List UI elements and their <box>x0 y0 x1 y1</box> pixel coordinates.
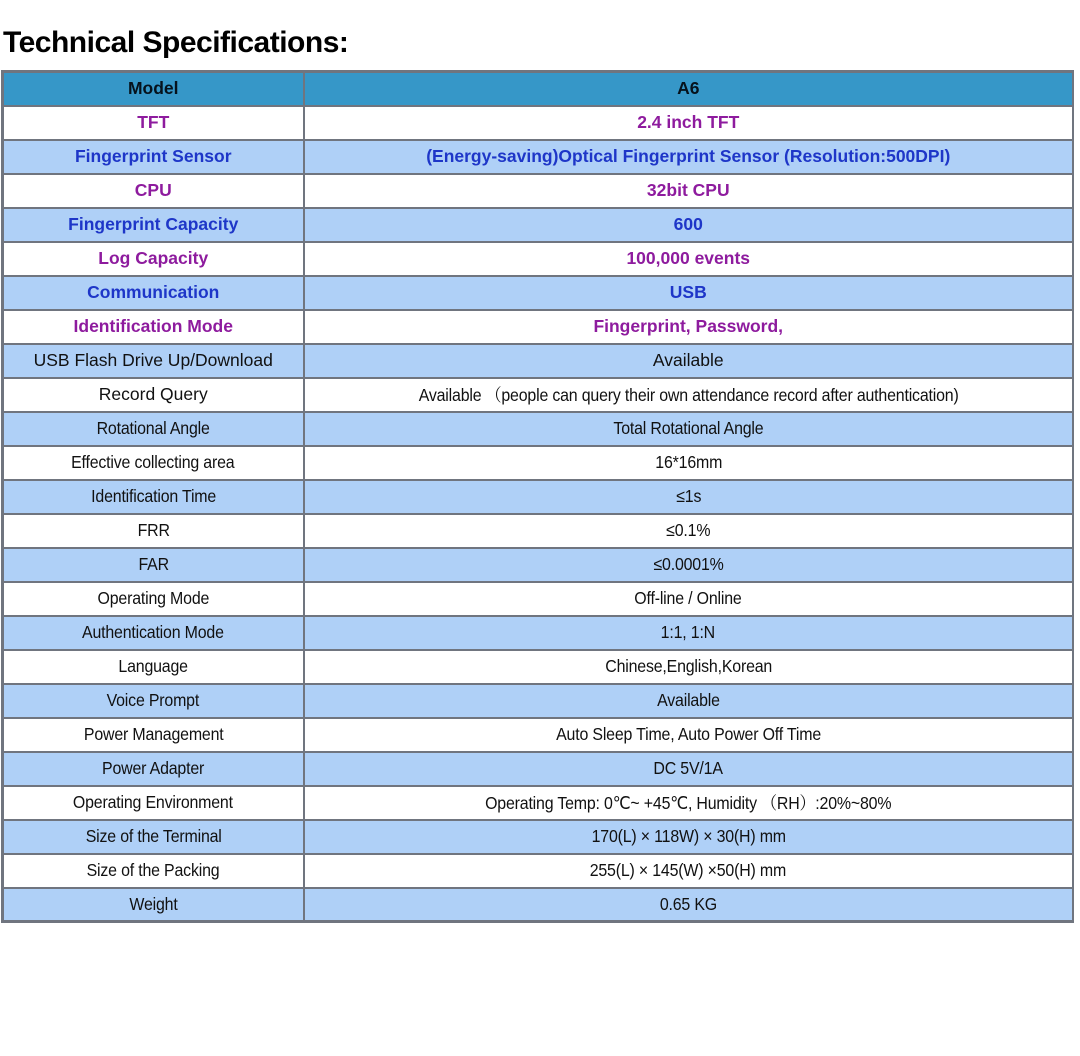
spec-value-cell-text: A6 <box>677 78 700 99</box>
table-row <box>3 310 1074 344</box>
spec-value-cell <box>304 786 1074 820</box>
spec-value-cell <box>304 684 1074 718</box>
table-row <box>3 106 1074 140</box>
spec-value-cell-text: ≤1s <box>675 486 701 506</box>
spec-label-cell-text: Log Capacity <box>98 248 209 268</box>
spec-label-cell <box>3 140 304 174</box>
spec-label-cell-text: Identification Mode <box>73 316 233 336</box>
spec-label-cell <box>3 514 304 548</box>
spec-value-cell-text: Chinese,English,Korean <box>604 656 772 676</box>
spec-label-cell-text: Communication <box>87 282 220 302</box>
spec-value-cell-text: DC 5V/1A <box>653 758 723 778</box>
spec-value-cell-text: Total Rotational Angle <box>613 418 764 438</box>
spec-value-cell-text: Available <box>652 350 724 370</box>
spec-label-cell-text: Size of the Packing <box>86 860 220 880</box>
spec-value-cell-text: Available <box>656 690 720 710</box>
spec-label-cell-text: Voice Prompt <box>106 690 200 710</box>
spec-value-cell-text: USB <box>669 282 707 302</box>
spec-label-cell <box>3 650 304 684</box>
spec-table <box>1 70 1074 923</box>
spec-value-cell <box>304 412 1074 446</box>
spec-value-cell <box>304 820 1074 854</box>
spec-value-cell-text: Available （people can query their own attendance record after authentication) <box>418 385 959 405</box>
spec-label-cell <box>3 786 304 820</box>
spec-label-cell <box>3 446 304 480</box>
table-row <box>3 616 1074 650</box>
spec-label-cell-text: Size of the Terminal <box>85 826 222 846</box>
table-row <box>3 582 1074 616</box>
spec-label-cell-text: Operating Environment <box>73 792 234 812</box>
spec-label-cell <box>3 310 304 344</box>
spec-label-cell <box>3 72 304 106</box>
spec-label-cell <box>3 616 304 650</box>
spec-value-cell <box>304 888 1074 922</box>
spec-value-cell <box>304 752 1074 786</box>
spec-label-cell-text: Identification Time <box>90 486 216 506</box>
spec-value-cell <box>304 854 1074 888</box>
spec-value-cell <box>304 140 1074 174</box>
table-row <box>3 854 1074 888</box>
table-row <box>3 412 1074 446</box>
spec-label-cell-text: Operating Mode <box>97 588 210 608</box>
table-row <box>3 684 1074 718</box>
spec-value-cell-text: 600 <box>673 214 703 234</box>
spec-label-cell <box>3 752 304 786</box>
table-row <box>3 276 1074 310</box>
spec-value-cell <box>304 208 1074 242</box>
spec-value-cell-text: 100,000 events <box>626 248 751 268</box>
spec-label-cell <box>3 208 304 242</box>
spec-label-cell <box>3 820 304 854</box>
spec-label-cell-text: USB Flash Drive Up/Download <box>33 350 273 370</box>
spec-label-cell-text: Effective collecting area <box>71 452 235 472</box>
spec-value-cell <box>304 72 1074 106</box>
page-title: Technical Specifications: <box>3 26 349 59</box>
spec-label-cell <box>3 854 304 888</box>
spec-value-cell <box>304 480 1074 514</box>
spec-label-cell <box>3 174 304 208</box>
table-row <box>3 344 1074 378</box>
spec-label-cell-text: Power Management <box>83 724 224 744</box>
spec-value-cell-text: 32bit CPU <box>646 180 730 200</box>
spec-label-cell-text: FRR <box>137 520 170 540</box>
spec-label-cell <box>3 412 304 446</box>
spec-label-cell <box>3 888 304 922</box>
table-row <box>3 378 1074 412</box>
table-row <box>3 718 1074 752</box>
spec-label-cell-text: TFT <box>137 112 170 132</box>
spec-label-cell-text: Weight <box>129 893 178 914</box>
spec-label-cell <box>3 276 304 310</box>
table-row <box>3 480 1074 514</box>
table-row <box>3 888 1074 922</box>
spec-label-cell-text: Fingerprint Capacity <box>68 214 239 234</box>
table-row <box>3 548 1074 582</box>
spec-value-cell <box>304 344 1074 378</box>
spec-value-cell-text: 16*16mm <box>654 452 722 472</box>
spec-label-cell <box>3 242 304 276</box>
table-row <box>3 820 1074 854</box>
spec-value-cell <box>304 548 1074 582</box>
spec-label-cell <box>3 718 304 752</box>
spec-label-cell <box>3 106 304 140</box>
spec-value-cell <box>304 174 1074 208</box>
spec-value-cell <box>304 276 1074 310</box>
table-row <box>3 514 1074 548</box>
spec-label-cell <box>3 344 304 378</box>
table-row <box>3 140 1074 174</box>
spec-value-cell-text: Fingerprint, Password, <box>593 316 784 336</box>
spec-value-cell-text: ≤0.1% <box>666 520 711 540</box>
table-row <box>3 752 1074 786</box>
spec-value-cell <box>304 718 1074 752</box>
spec-value-cell <box>304 650 1074 684</box>
spec-value-cell-text: ≤0.0001% <box>653 554 724 574</box>
table-header-row <box>3 72 1074 106</box>
spec-value-cell-text: Off-line / Online <box>634 588 742 608</box>
spec-value-cell <box>304 514 1074 548</box>
spec-label-cell-text: Language <box>118 656 188 676</box>
spec-value-cell <box>304 242 1074 276</box>
spec-label-cell-text: Fingerprint Sensor <box>74 146 232 166</box>
spec-label-cell <box>3 582 304 616</box>
spec-table-body <box>3 72 1074 922</box>
spec-value-cell <box>304 582 1074 616</box>
table-row <box>3 446 1074 480</box>
table-row <box>3 242 1074 276</box>
spec-value-cell-text: Operating Temp: 0℃~ +45℃, Humidity （RH）:20%~80% <box>485 793 892 813</box>
table-row <box>3 650 1074 684</box>
spec-value-cell-text: 170(L) × 118W) × 30(H) mm <box>591 826 786 846</box>
spec-value-cell <box>304 378 1074 412</box>
spec-label-cell-text: CPU <box>134 180 172 200</box>
table-row <box>3 208 1074 242</box>
spec-value-cell <box>304 310 1074 344</box>
spec-value-cell-text: 0.65 KG <box>659 893 717 914</box>
spec-label-cell-text: Model <box>127 78 179 99</box>
spec-label-cell-text: Power Adapter <box>102 758 205 778</box>
spec-label-cell <box>3 480 304 514</box>
spec-value-cell-text: Auto Sleep Time, Auto Power Off Time <box>555 724 821 744</box>
spec-label-cell-text: Record Query <box>98 384 208 404</box>
spec-value-cell-text: 2.4 inch TFT <box>637 112 740 132</box>
spec-label-cell-text: FAR <box>138 554 169 574</box>
spec-value-cell-text: 1:1, 1:N <box>661 622 716 642</box>
spec-label-cell <box>3 684 304 718</box>
spec-value-cell <box>304 446 1074 480</box>
table-row <box>3 786 1074 820</box>
spec-label-cell <box>3 548 304 582</box>
spec-value-cell-text: 255(L) × 145(W) ×50(H) mm <box>590 860 787 880</box>
table-row <box>3 174 1074 208</box>
spec-value-cell <box>304 106 1074 140</box>
spec-value-cell-text: (Energy-saving)Optical Fingerprint Sensor (Resolution:500DPI) <box>426 146 951 166</box>
spec-label-cell-text: Rotational Angle <box>96 418 210 438</box>
spec-value-cell <box>304 616 1074 650</box>
spec-label-cell-text: Authentication Mode <box>82 622 225 642</box>
spec-label-cell <box>3 378 304 412</box>
